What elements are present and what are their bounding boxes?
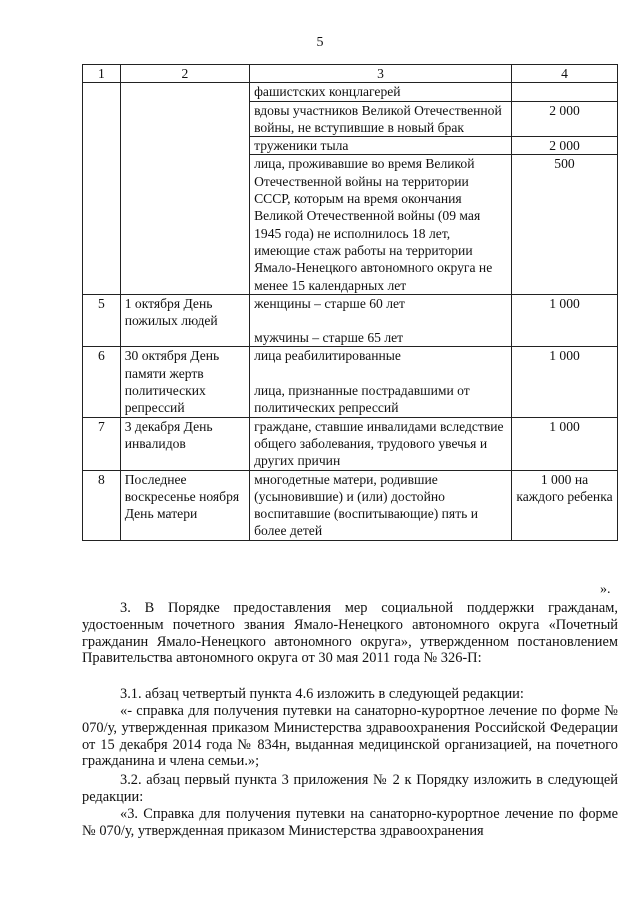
amount-cell: 500: [512, 155, 618, 294]
amount-cell: 2 000: [512, 101, 618, 137]
category-line: лица, признанные пострадавшими от политических репрессий: [254, 382, 470, 416]
page-number: 5: [316, 35, 324, 50]
paragraph: «- справка для получения путевки на санаторно-курортное лечение по форме № 070/у, утвержденная приказом Министерства здравоохранения Российской Федерации от 15 декабря 2014 года № 834н, выданная медицинской организацией, на почетного гражданина и члена семьи.»;: [82, 703, 618, 770]
amount-cell: [512, 83, 618, 101]
holiday-date: 30 октября День памяти жертв политических репрессий: [120, 347, 249, 417]
header-cell: 1: [83, 65, 121, 83]
row-number: 7: [83, 417, 121, 470]
holiday-date: 3 декабря День инвалидов: [120, 417, 249, 470]
table-row: [83, 470, 618, 540]
header-cell: 3: [250, 65, 512, 83]
holiday-date: Последнее воскресенье ноября День матери: [120, 470, 249, 540]
amount-cell: 2 000: [512, 137, 618, 155]
amount-cell: 1 000 на каждого ребенка: [512, 470, 618, 540]
category-cell: лица, проживавшие во время Великой Отечественной войны на территории СССР, которым на время окончания Великой Отечественной войны (09 мая 1945 года) не исполнилось 18 лет, имеющие стаж работы на территории Ямало-Ненецкого автономного округа не менее 15 календарных лет: [250, 155, 512, 294]
table-row: [83, 417, 618, 470]
benefits-table: [82, 64, 618, 541]
header-cell: 4: [512, 65, 618, 83]
category-line: женщины – старше 60 лет: [254, 295, 405, 311]
paragraph: 3.2. абзац первый пункта 3 приложения № 2 к Порядку изложить в следующей редакции:: [82, 772, 618, 805]
row-number: 8: [83, 470, 121, 540]
category-cell: вдовы участников Великой Отечественной войны, не вступившие в новый брак: [250, 101, 512, 137]
closing-quote: ».: [600, 582, 611, 597]
category-cell: [250, 347, 512, 417]
row-number: 5: [83, 294, 121, 347]
category-cell: [250, 294, 512, 347]
paragraph: «3. Справка для получения путевки на санаторно-курортное лечение по форме № 070/у, утвержденная приказом Министерства здравоохранения: [82, 806, 618, 839]
row-number: 6: [83, 347, 121, 417]
amount-cell: 1 000: [512, 347, 618, 417]
header-cell: 2: [120, 65, 249, 83]
category-line: лица реабилитированные: [254, 348, 401, 364]
category-cell: граждане, ставшие инвалидами вследствие общего заболевания, трудового увечья и других причин: [250, 417, 512, 470]
amount-cell: 1 000: [512, 294, 618, 347]
category-cell: фашистских концлагерей: [250, 83, 512, 101]
table-row: [83, 294, 618, 347]
holiday-date: 1 октября День пожилых людей: [120, 294, 249, 347]
paragraph: 3.1. абзац четвертый пункта 4.6 изложить в следующей редакции:: [120, 686, 524, 702]
category-line: мужчины – старше 65 лет: [254, 330, 404, 346]
table-row: [83, 347, 618, 417]
table-header-row: [83, 65, 618, 83]
paragraph: 3. В Порядке предоставления мер социальной поддержки гражданам, удостоенным почетного звания Ямало-Ненецкого автономного округа «Почетный гражданин Ямало-Ненецкого автономного округа», утвержденном постановлением Правительства автономного округа от 30 мая 2011 года № 326-П:: [82, 600, 618, 667]
table-row: [83, 83, 618, 101]
category-cell: многодетные матери, родившие (усыновившие) и (или) достойно воспитавшие (воспитывающие) пять и более детей: [250, 470, 512, 540]
amount-cell: 1 000: [512, 417, 618, 470]
category-cell: труженики тыла: [250, 137, 512, 155]
